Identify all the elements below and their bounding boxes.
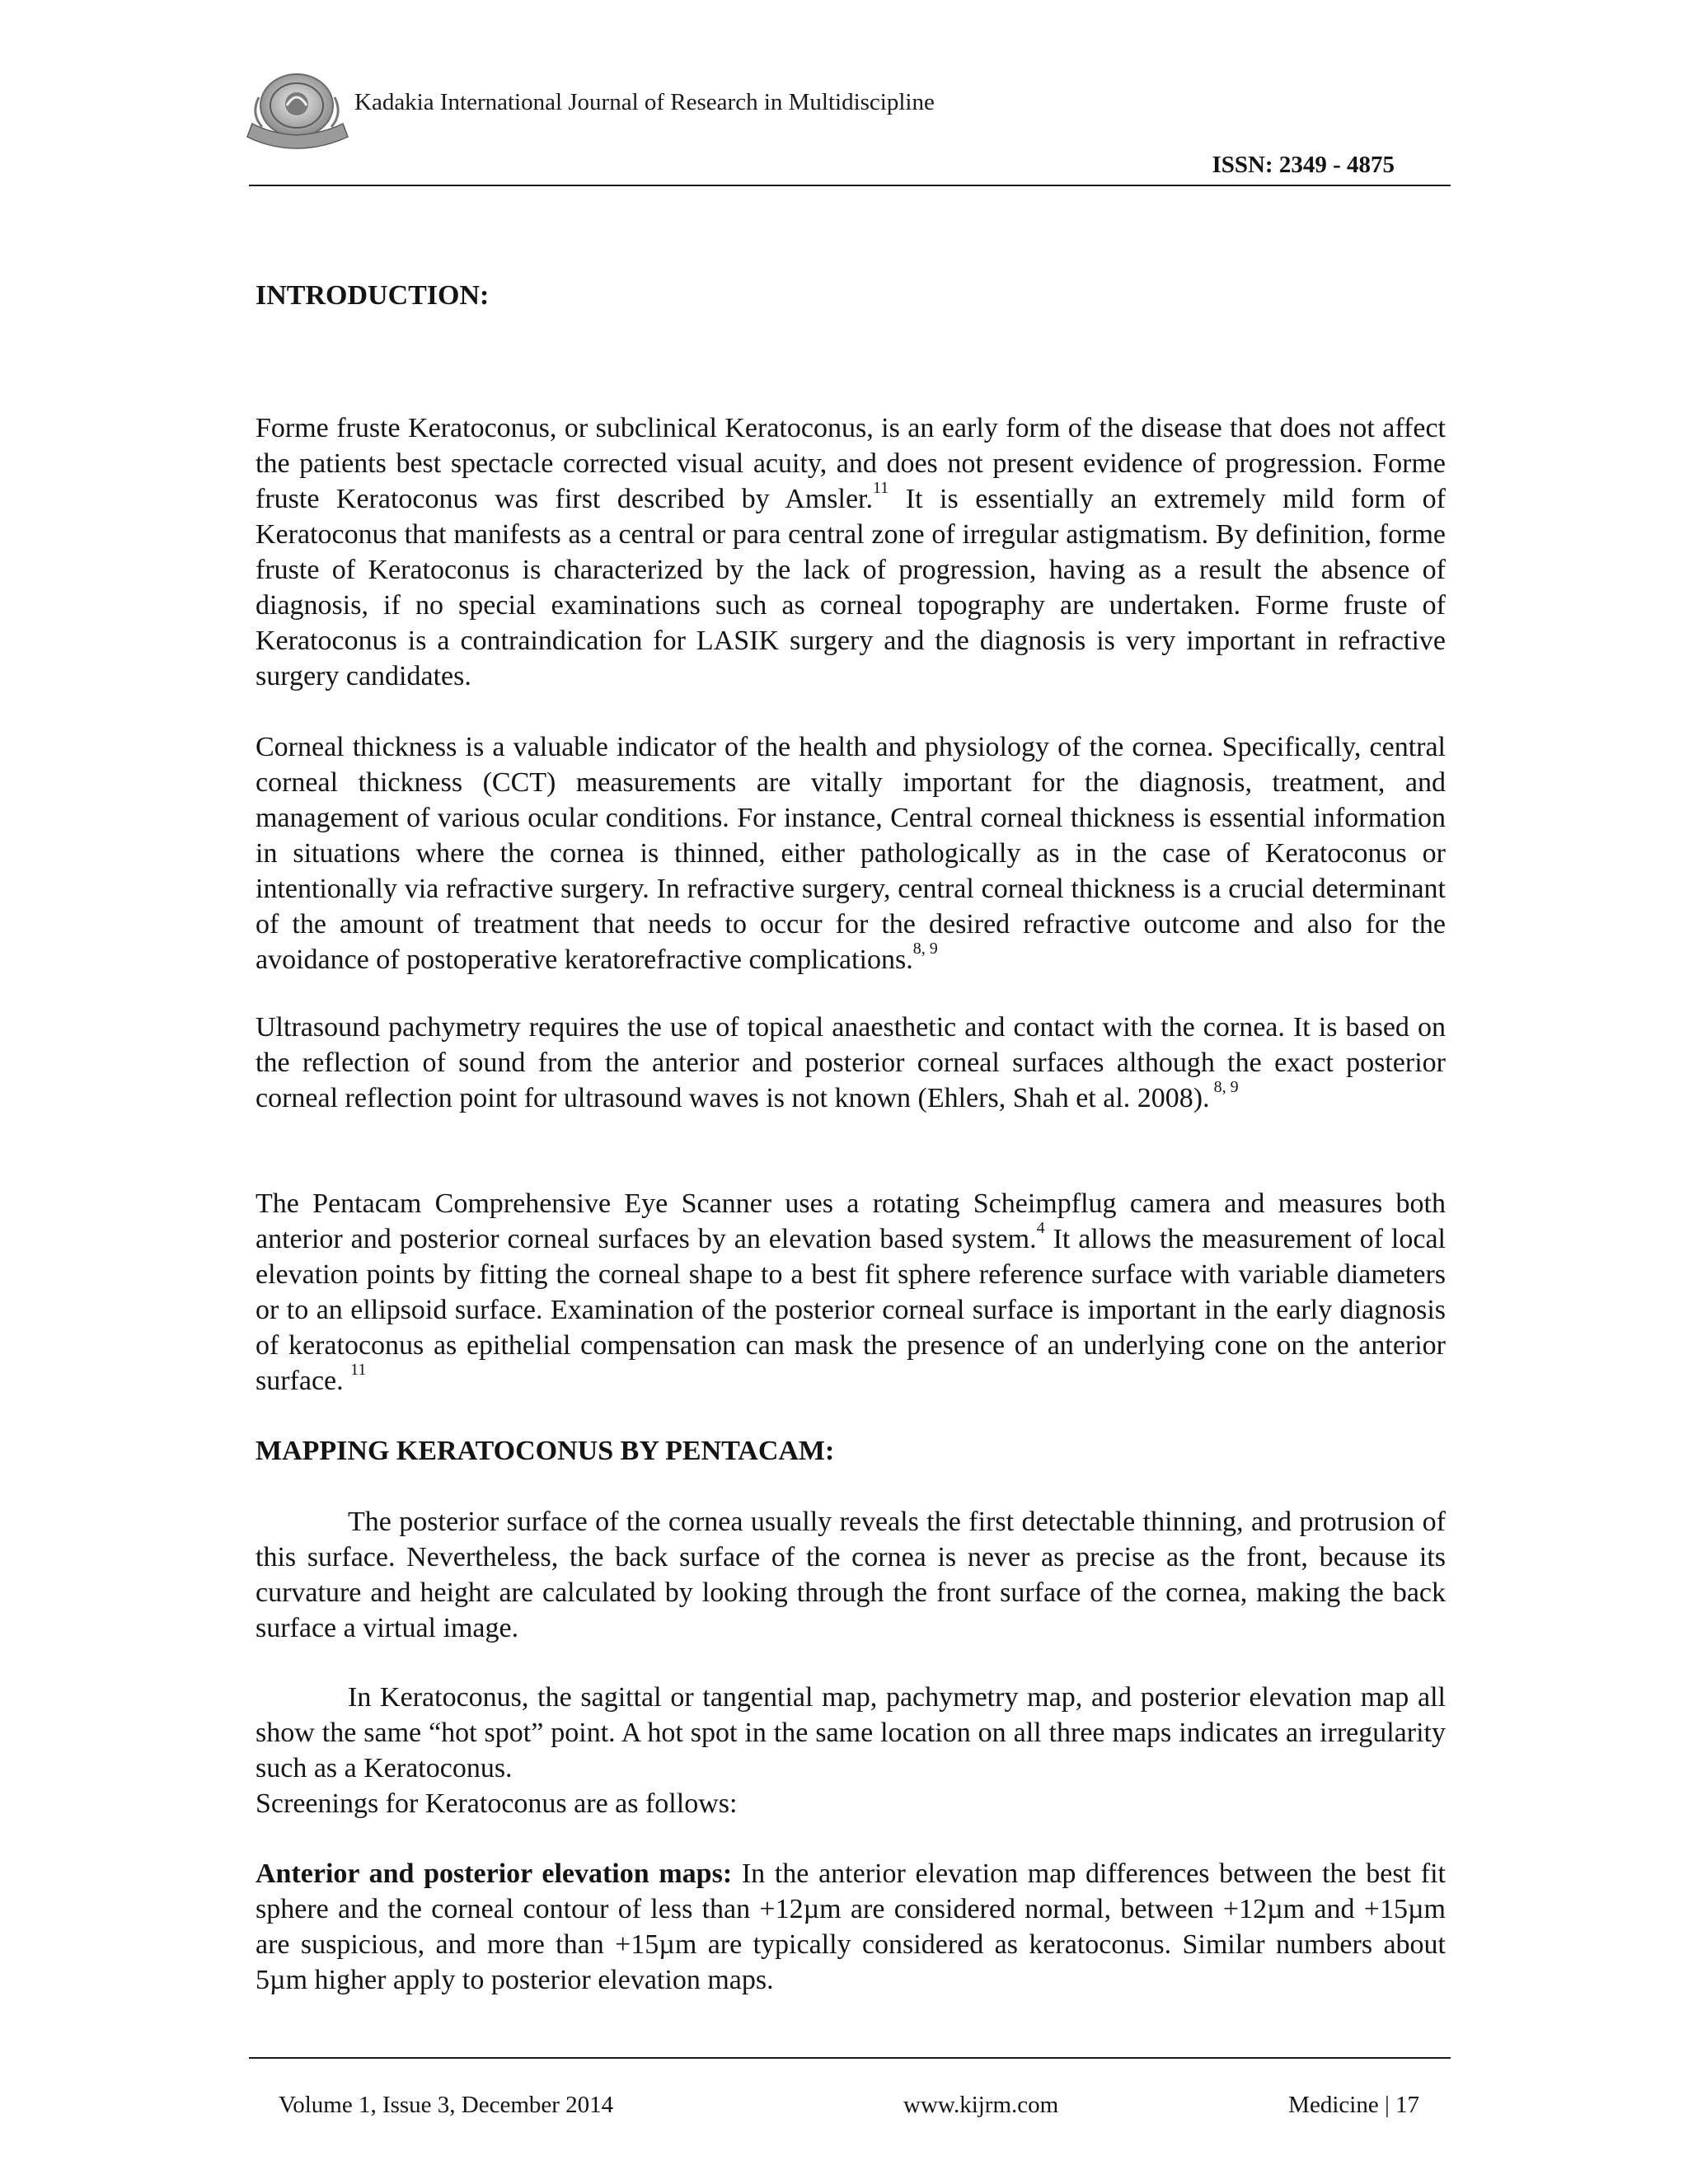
footer-section: Medicine bbox=[1288, 2092, 1379, 2118]
citation: 11 bbox=[873, 478, 889, 497]
paragraph-mapping-4: Anterior and posterior elevation maps: In the anterior elevation map differences between the best fit sphere and the corneal contour of less than +12µm are considered normal, between +12µm and +15µm are suspicious, and more than +15µm are typically considered as keratoconus. Similar numbers about 5µm higher apply to posterior elevation maps. bbox=[256, 1858, 1446, 1995]
section-heading-introduction: INTRODUCTION: bbox=[256, 280, 490, 311]
citation: 11 bbox=[350, 1360, 367, 1379]
paragraph-mapping-3: Screenings for Keratoconus are as follows: bbox=[256, 1788, 738, 1819]
journal-seal-logo bbox=[246, 73, 353, 152]
footer-website[interactable]: www.kijrm.com bbox=[903, 2092, 1059, 2118]
paragraph-intro-2: Corneal thickness is a valuable indicator of the health and physiology of the cornea. Specifically, central corneal thickness (CCT) measurements are vitally important for the diagnosis, treatment, and management of various ocular conditions. For instance, Central corneal thickness is essential information in situations where the cornea is thinned, either pathologically as in the case of Keratoconus or intentionally via refractive surgery. In refractive surgery, central corneal thickness is a crucial determinant of the amount of treatment that needs to occur for the desired refractive outcome and also for the avoidance of postoperative keratorefractive complications.$^{8, 9}$ bbox=[256, 732, 1446, 975]
issn: ISSN: 2349 - 4875 bbox=[1212, 152, 1395, 178]
paragraph-mapping-2: In Keratoconus, the sagittal or tangential map, pachymetry map, and posterior elevation map all show the same “hot spot” point. A hot spot in the same location on all three maps indicates an irregularity such as a Keratoconus. bbox=[256, 1682, 1446, 1783]
header-rule bbox=[249, 185, 1451, 186]
section-heading-mapping: MAPPING KERATOCONUS BY PENTACAM: bbox=[256, 1436, 835, 1466]
paragraph-intro-3: Ultrasound pachymetry requires the use of topical anaesthetic and contact with the cornea. It is based on the reflection of sound from the anterior and posterior corneal surfaces although the exact posterior corneal reflection point for ultrasound waves is not known (Ehlers, Shah et al. 2008). $^{8, 9}$ bbox=[256, 1012, 1446, 1113]
citation: 8, 9 bbox=[1209, 1077, 1239, 1096]
page-number: 17 bbox=[1395, 2092, 1419, 2118]
paragraph-intro-4: The Pentacam Comprehensive Eye Scanner uses a rotating Scheimpflug camera and measures both anterior and posterior corneal surfaces by an elevation based system.$^4$ It allows the measurement of local elevation points by fitting the corneal shape to a best fit sphere reference surface with variable diameters or to an ellipsoid surface. Examination of the posterior corneal surface is important in the early diagnosis of keratoconus as epithelial compensation can mask the presence of an underlying cone on the anterior surface. $^{11}$ bbox=[256, 1188, 1446, 1396]
citation: 8, 9 bbox=[912, 939, 938, 958]
paragraph-intro-1: Forme fruste Keratoconus, or subclinical Keratoconus, is an early form of the disease that does not affect the patients best spectacle corrected visual acuity, and does not present evidence of progression. Forme fruste Keratoconus was first described by Amsler.$^{11}$ It is essentially an extremely mild form of Keratoconus that manifests as a central or para central zone of irregular astigmatism. By definition, forme fruste of Keratoconus is characterized by the lack of progression, having as a result the absence of diagnosis, if no special examinations such as corneal topography are undertaken. Forme fruste of Keratoconus is a contraindication for LASIK surgery and the diagnosis is very important in refractive surgery candidates. bbox=[256, 413, 1446, 691]
footer-volume: Volume 1, Issue 3, December 2014 bbox=[279, 2092, 614, 2118]
footer-separator: | bbox=[1384, 2092, 1390, 2118]
footer-rule bbox=[249, 2057, 1451, 2059]
elevation-maps-lead: Anterior and posterior elevation maps: bbox=[256, 1858, 733, 1889]
footer-page-info bbox=[1288, 2092, 1419, 2119]
journal-name: Kadakia International Journal of Research in Multidiscipline bbox=[354, 89, 935, 115]
citation: 4 bbox=[1036, 1218, 1045, 1237]
paragraph-mapping-1: The posterior surface of the cornea usually reveals the first detectable thinning, and protrusion of this surface. Nevertheless, the back surface of the cornea is never as precise as the front, because its curvature and height are calculated by looking through the front surface of the cornea, making the back surface a virtual image. bbox=[256, 1507, 1446, 1643]
